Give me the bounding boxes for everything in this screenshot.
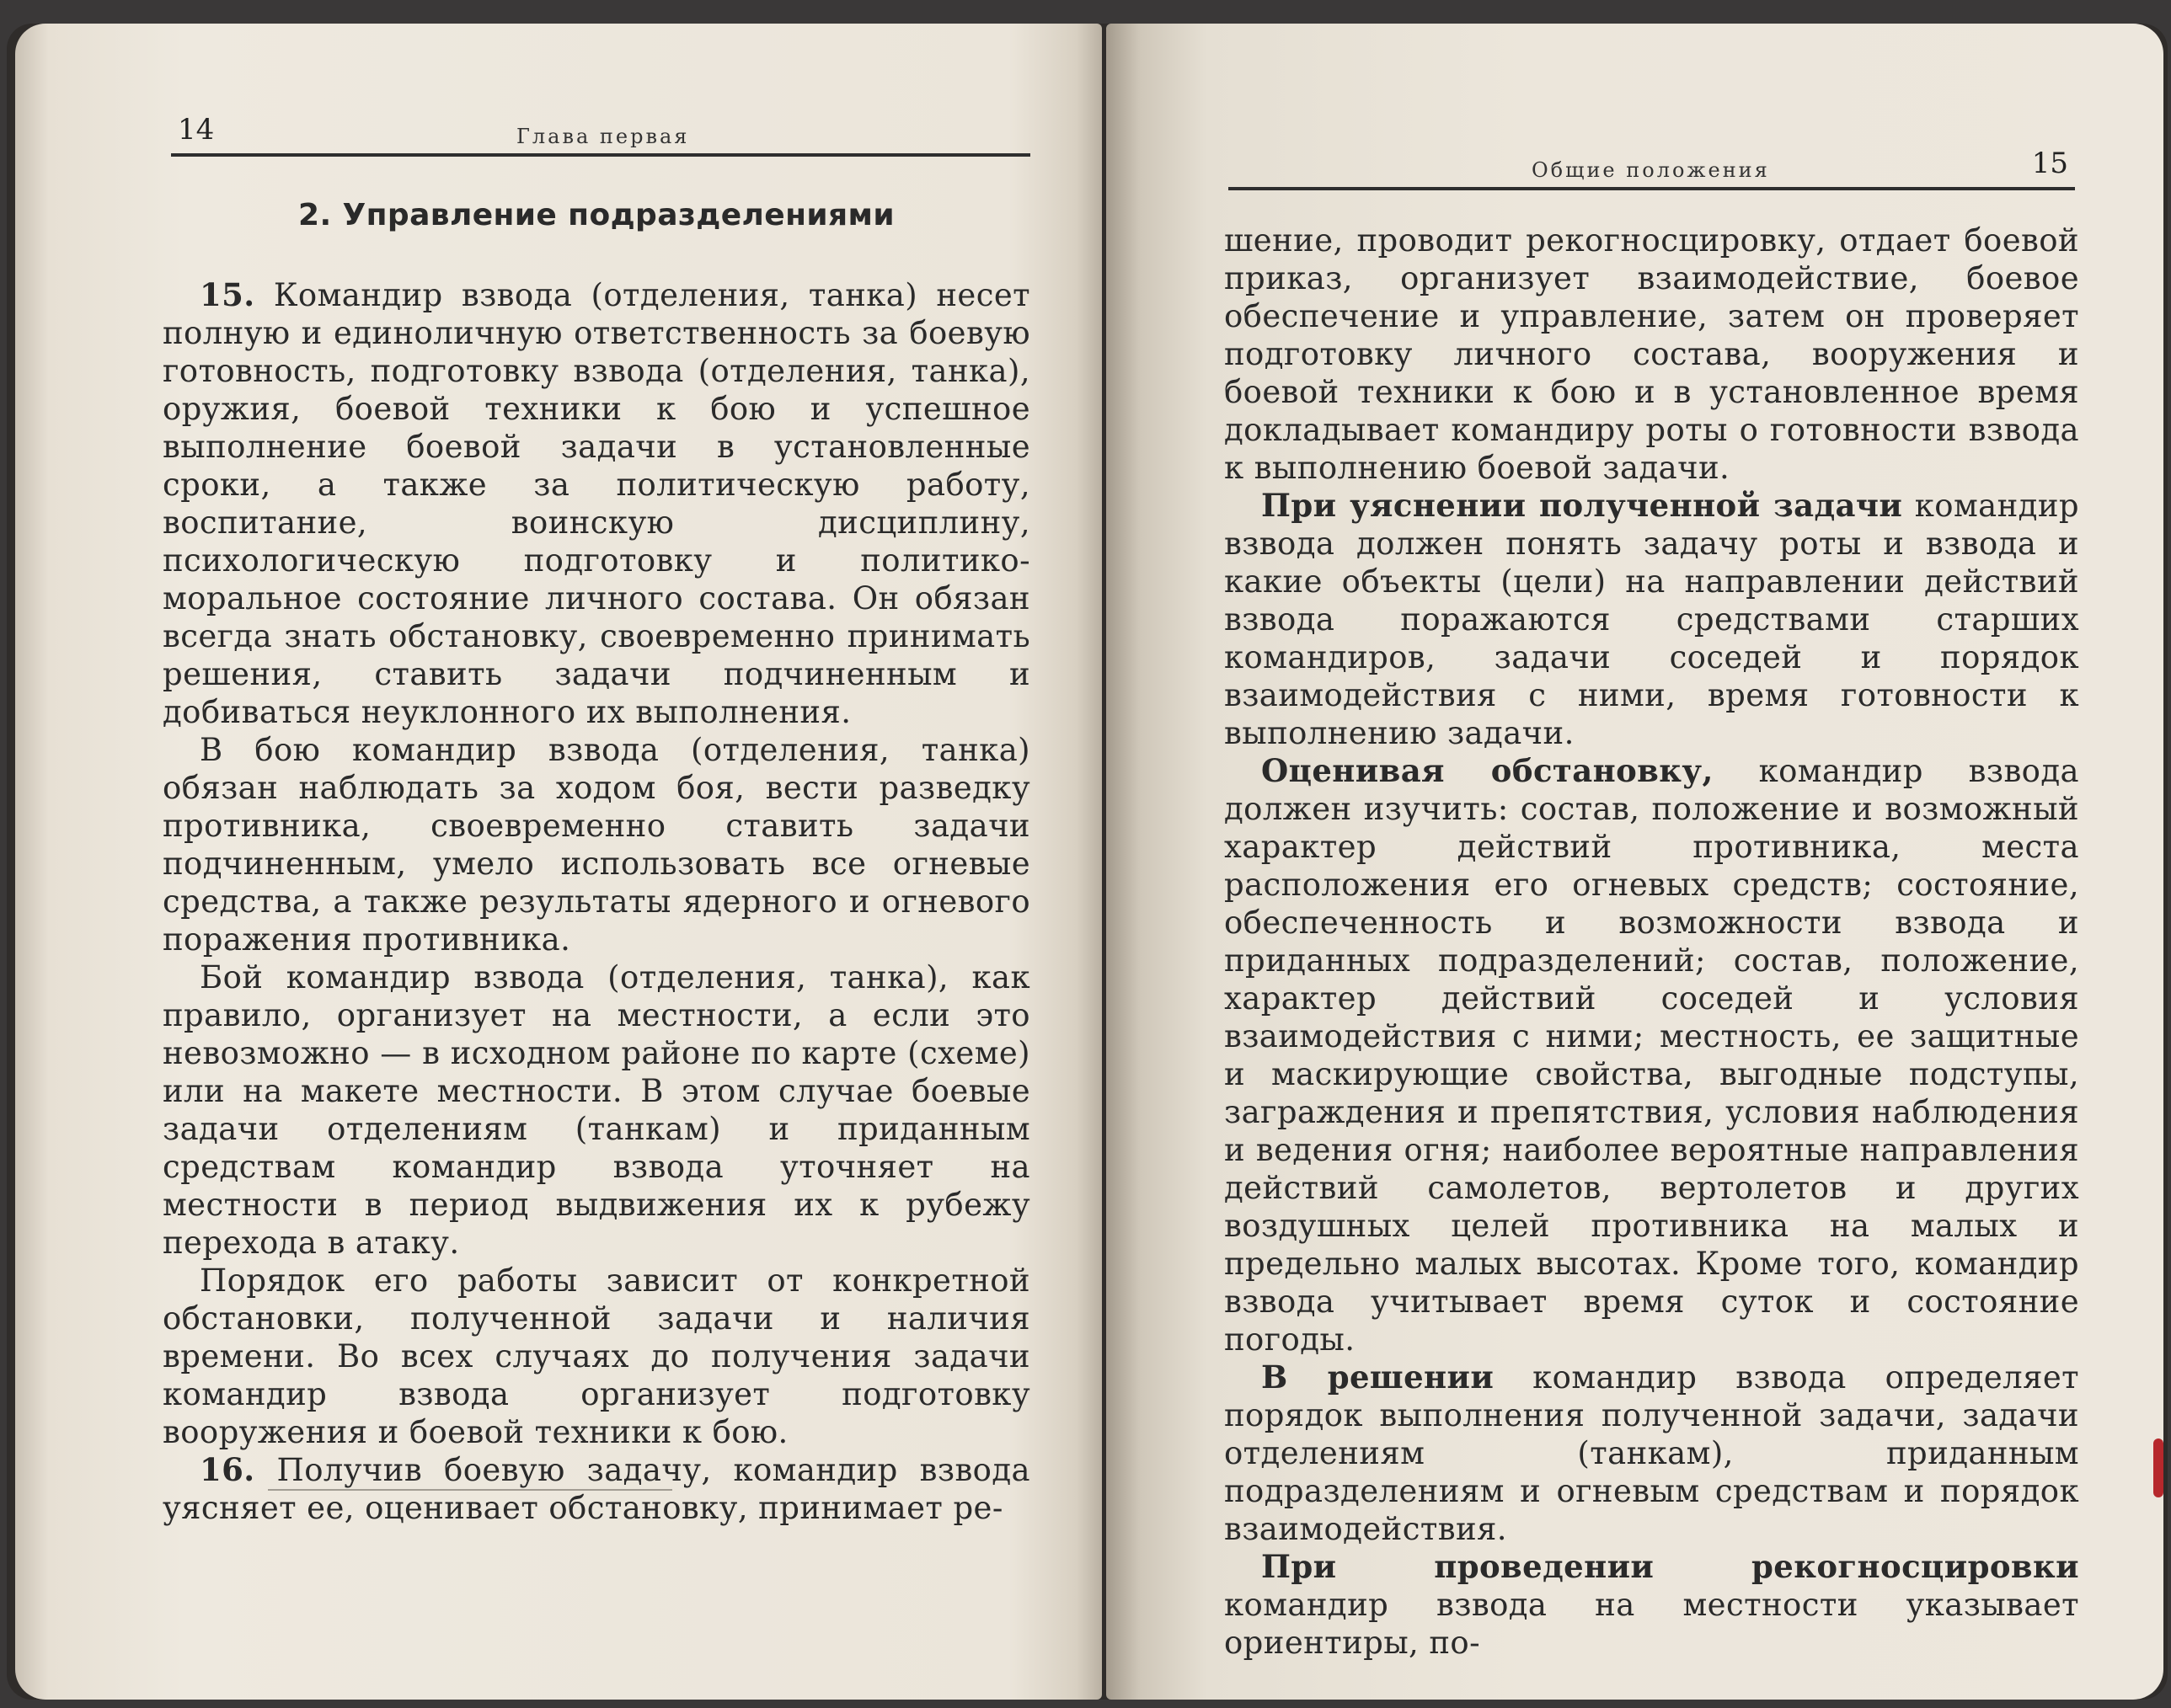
paragraph bbox=[1224, 487, 2079, 752]
paragraph-text: командир взвода определяет порядок выполнения полученной задачи, задачи отделениям (танкам), приданным подразделениям и огневым средствам и порядок взаимодействия. bbox=[1224, 1359, 2079, 1547]
paragraph-lead: Оценивая обстановку, bbox=[1261, 752, 1714, 789]
right-page-text bbox=[1224, 222, 2079, 1662]
book-spread bbox=[7, 24, 2168, 1700]
paragraph bbox=[1224, 222, 2079, 487]
paragraph bbox=[163, 1262, 1030, 1451]
left-running-head bbox=[171, 108, 1030, 157]
paragraph-lead: В решении bbox=[1261, 1358, 1495, 1396]
paragraph bbox=[1224, 1358, 2079, 1548]
paragraph bbox=[1224, 1548, 2079, 1662]
paragraph-text: Порядок его работы зависит от конкретной обстановки, полученной задачи и наличия времени. Во всех случаях до получения задачи командир взвода организует подготовку вооружения и боевой техники к бою. bbox=[163, 1262, 1030, 1450]
paragraph-text: Бой командир взвода (отделения, танка), как правило, организует на местности, а если это невозможно — в исходном районе по карте (схеме) или на макете местности. В этом случае боевые задачи отделениям (танкам) и приданным средствам командир взвода уточняет на местности в период выдвижения их к рубежу перехода в атаку. bbox=[163, 959, 1030, 1261]
paragraph bbox=[1224, 752, 2079, 1358]
section-title: 2. Управление подразделениями bbox=[298, 198, 895, 232]
left-page bbox=[15, 24, 1102, 1700]
page-number: 15 bbox=[2031, 147, 2068, 180]
right-page bbox=[1106, 24, 2163, 1700]
chapter-title: Глава первая bbox=[516, 125, 690, 148]
paragraph-text: Получив боевую задачу, командир взвода уясняет ее, оценивает обстановку, принимает ре- bbox=[163, 1452, 1030, 1526]
paragraph-text: В бою командир взвода (отделения, танка) обязан наблюдать за ходом боя, вести разведку противника, своевременно ставить задачи подчиненным, умело использовать все огневые средства, а также результаты ядерного и огневого поражения противника. bbox=[163, 732, 1030, 958]
paragraph-text: Командир взвода (отделения, танка) несет полную и единоличную ответственность за боевую готовность, подготовку взвода (отделения, танка), оружия, боевой техники к бою и успешное выполнение боевой задачи в установленные сроки, а также за политическую работу, воспитание, воинскую дисциплину, психологическую подготовку и политико-моральное состояние личного состава. Он обязан всегда знать обстановку, своевременно принимать решения, ставить задачи подчиненным и добиваться неуклонного их выполнения. bbox=[163, 277, 1030, 730]
chapter-title: Общие положения bbox=[1532, 158, 1770, 182]
paragraph bbox=[163, 276, 1030, 731]
paragraph-text: шение, проводит рекогносцировку, отдает боевой приказ, организует взаимодействие, боевое обеспечение и управление, затем он проверяет подготовку личного состава, вооружения и боевой техники к бою и в установленное время докладывает командиру роты о готовности взвода к выполнению боевой задачи. bbox=[1224, 222, 2079, 486]
pencil-underline bbox=[268, 1489, 672, 1491]
paragraph-lead: При проведении рекогносцировки bbox=[1261, 1548, 2079, 1585]
paragraph bbox=[163, 958, 1030, 1262]
page-number: 14 bbox=[178, 113, 215, 147]
paragraph-text: командир взвода должен понять задачу роты и взвода и какие объекты (цели) на направлении действий взвода поражаются средствами старших командиров, задачи соседей и порядок взаимодействия с ними, время готовности к выполнению задачи. bbox=[1224, 488, 2079, 751]
paragraph-number: 16. bbox=[200, 1451, 255, 1488]
paragraph-lead: При уяснении полученной задачи bbox=[1261, 487, 1903, 524]
paragraph-number: 15. bbox=[200, 276, 255, 313]
edge-mark bbox=[2153, 1438, 2163, 1497]
left-page-text bbox=[163, 196, 1030, 1527]
paragraph bbox=[163, 731, 1030, 958]
paragraph-text: командир взвода на местности указывает ориентиры, по- bbox=[1224, 1587, 2079, 1661]
paragraph-text: командир взвода должен изучить: состав, положение и возможный характер действий противника, места расположения его огневых средств; состояние, обеспеченность и возможности взвода и приданных подразделений; состав, положение, характер действий соседей и условия взаимодействия с ними; местность, ее защитные и маскирующие свойства, выгодные подступы, заграждения и препятствия, условия наблюдения и ведения огня; наиболее вероятные направления действий самолетов, вертолетов и других воздушных целей противника на малых и предельно малых высотах. Кроме того, командир взвода учитывает время суток и состояние погоды. bbox=[1224, 753, 2079, 1358]
right-running-head bbox=[1228, 141, 2075, 190]
